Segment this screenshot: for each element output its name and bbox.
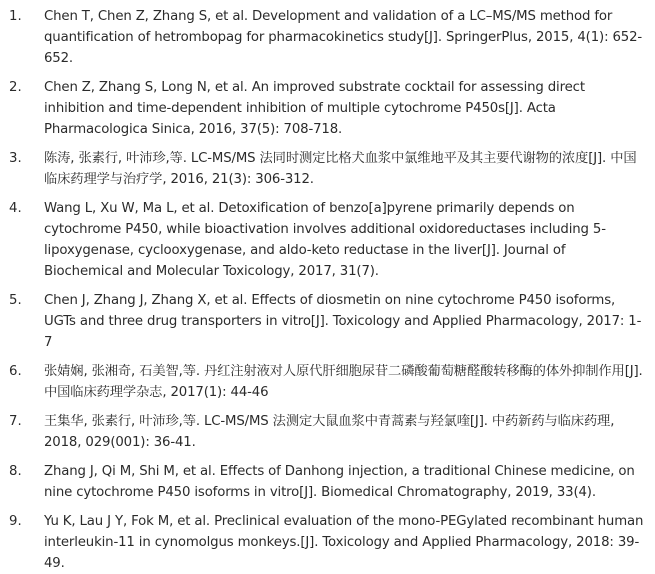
reference-text: Chen T, Chen Z, Zhang S, et al. Development and validation of a LC–MS/MS method for quantification of hetrombopag for pharmacokinetics study[J]. SpringerPlus, 2015, 4(1): 652-652. (44, 9, 643, 66)
reference-text: Chen Z, Zhang S, Long N, et al. An improved substrate cocktail for assessing direct inhibition and time-dependent inhibition of multiple cytochrome P450s[J]. Acta Pharmacologica Sinica, 2016, 37(5): 708-718. (44, 80, 585, 137)
reference-text: Chen J, Zhang J, Zhang X, et al. Effects of diosmetin on nine cytochrome P450 isoforms, UGTs and three drug transporters in vitro[J]. Toxicology and Applied Pharmacology, 2017: 1-7 (44, 293, 642, 350)
reference-number: 3. (9, 151, 22, 166)
reference-number: 5. (9, 293, 22, 308)
reference-item (0, 461, 645, 503)
reference-item (0, 77, 645, 140)
reference-number: 2. (9, 80, 22, 95)
reference-item (0, 6, 645, 69)
reference-item (0, 290, 645, 353)
reference-number: 9. (9, 514, 22, 529)
reference-number: 7. (9, 414, 22, 429)
reference-text: 王集华, 张素行, 叶沛珍,等. LC-MS/MS 法测定大鼠血浆中青蒿素与羟氯喹[J]. 中药新药与临床药理, 2018, 029(001): 36-41. (44, 414, 615, 450)
reference-text: Wang L, Xu W, Ma L, et al. Detoxification of benzo[a]pyrene primarily depends on cytochrome P450, while bioactivation involves additional oxidoreductases including 5-lipoxygenase, cyclooxygenase, and aldo-keto reductase in the liver[J]. Journal of Biochemical and Molecular Toxicology, 2017, 31(7). (44, 201, 606, 279)
reference-item (0, 361, 645, 403)
reference-number: 4. (9, 201, 22, 216)
reference-item (0, 148, 645, 190)
reference-text: Yu K, Lau J Y, Fok M, et al. Preclinical evaluation of the mono-PEGylated recombinant human interleukin-11 in cynomolgus monkeys.[J]. Toxicology and Applied Pharmacology, 2018: 39-49. (44, 514, 644, 571)
reference-text: 张婧娴, 张湘奇, 石美智,等. 丹红注射液对人原代肝细胞尿苷二磷酸葡萄糖醛酸转移酶的体外抑制作用[J]. 中国临床药理学杂志, 2017(1): 44-46 (44, 364, 643, 400)
reference-item (0, 511, 645, 574)
reference-text: Zhang J, Qi M, Shi M, et al. Effects of Danhong injection, a traditional Chinese medicine, on nine cytochrome P450 isoforms in vitro[J]. Biomedical Chromatography, 2019, 33(4). (44, 464, 635, 500)
reference-number: 8. (9, 464, 22, 479)
reference-number: 6. (9, 364, 22, 379)
reference-text: 陈涛, 张素行, 叶沛珍,等. LC-MS/MS 法同时测定比格犬血浆中氯维地平及其主要代谢物的浓度[J]. 中国临床药理学与治疗学, 2016, 21(3): 306-312. (44, 151, 637, 187)
reference-item (0, 411, 645, 453)
reference-number: 1. (9, 9, 22, 24)
reference-item (0, 198, 645, 282)
